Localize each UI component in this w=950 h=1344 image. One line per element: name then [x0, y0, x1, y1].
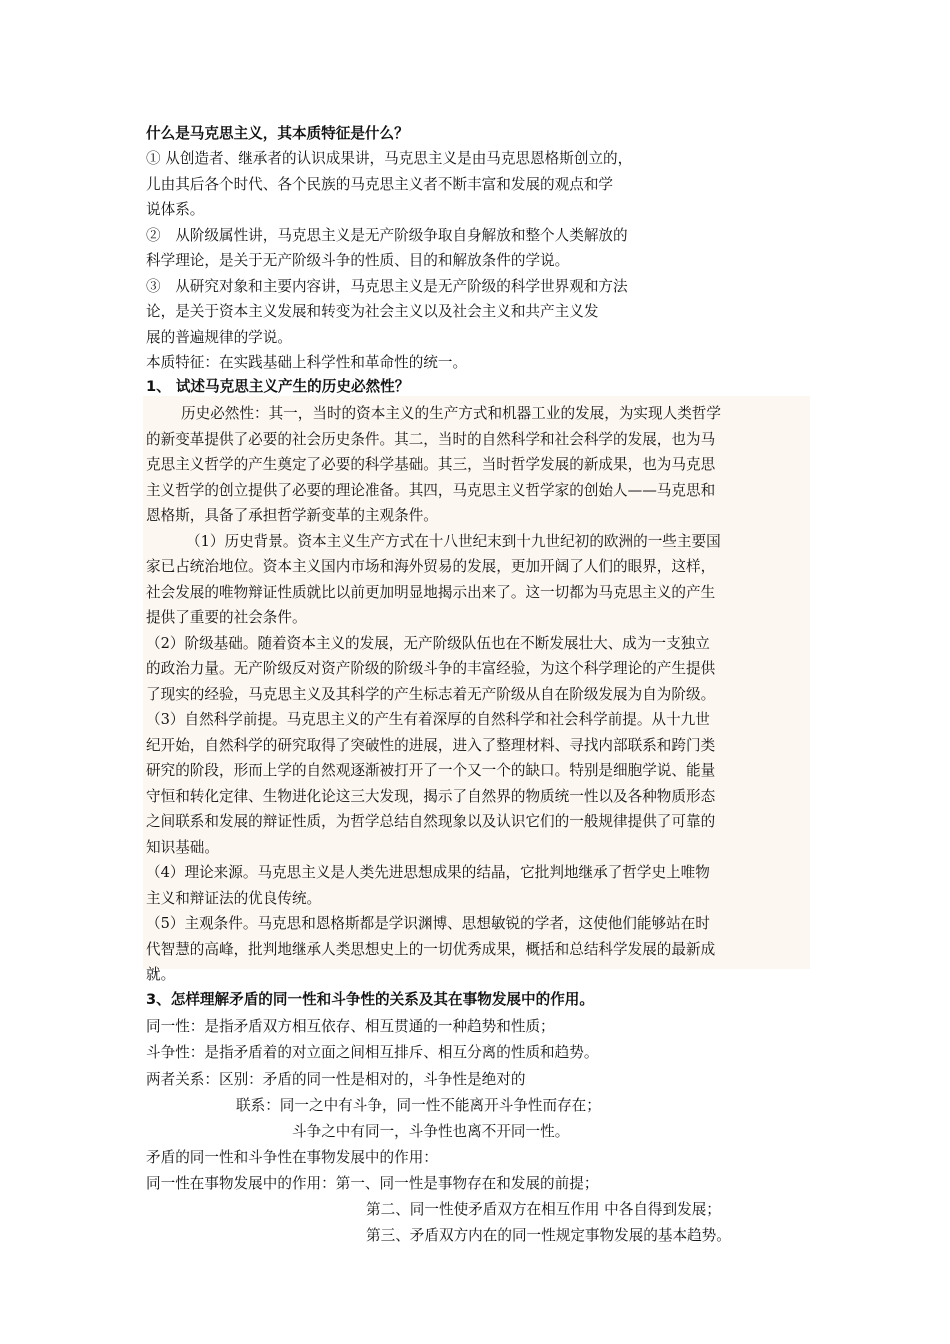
text-line: 了现实的经验，马克思主义及其科学的产生标志着无产阶级从自在阶级发展为自为阶级。 — [146, 686, 716, 703]
text-line: ② 从阶级属性讲，马克思主义是无产阶级争取自身解放和整个人类解放的 — [146, 227, 628, 244]
text-line: 守恒和转化定律、生物进化论这三大发现，揭示了自然界的物质统一性以及各种物质形态 — [146, 788, 716, 805]
text-line: 科学理论，是关于无产阶级斗争的性质、目的和解放条件的学说。 — [146, 252, 570, 269]
text-line: 恩格斯，具备了承担哲学新变革的主观条件。 — [146, 507, 438, 524]
text-line: 两者关系：区别：矛盾的同一性是相对的，斗争性是绝对的 — [146, 1071, 526, 1088]
text-line: 之间联系和发展的辩证性质，为哲学总结自然现象以及认识它们的一般规律提供了可靠的 — [146, 813, 716, 830]
text-line: 的新变革提供了必要的社会历史条件。其二，当时的自然科学和社会科学的发展，也为马 — [146, 431, 716, 448]
text-line: 矛盾的同一性和斗争性在事物发展中的作用： — [146, 1149, 438, 1166]
text-line: 同一性：是指矛盾双方相互依存、相互贯通的一种趋势和性质； — [146, 1018, 555, 1035]
text-line: 斗争之中有同一，斗争性也离不开同一性。 — [292, 1123, 570, 1140]
text-line: 斗争性：是指矛盾着的对立面之间相互排斥、相互分离的性质和趋势。 — [146, 1044, 599, 1061]
text-line: 的政治力量。无产阶级反对资产阶级的阶级斗争的丰富经验，为这个科学理论的产生提供 — [146, 660, 716, 677]
text-line: 就。 — [146, 966, 176, 983]
question-heading-1: 什么是马克思主义，其本质特征是什么？ — [146, 125, 409, 142]
text-line: 纪开始，自然科学的研究取得了突破性的进展，进入了整理材料、寻找内部联系和跨门类 — [146, 737, 716, 754]
text-line: 儿由其后各个时代、各个民族的马克思主义者不断丰富和发展的观点和学 — [146, 176, 614, 193]
text-line: 社会发展的唯物辩证性质就比以前更加明显地揭示出来了。这一切都为马克思主义的产生 — [146, 584, 716, 601]
text-line: 知识基础。 — [146, 839, 219, 856]
text-line: （2）阶级基础。随着资本主义的发展，无产阶级队伍也在不断发展壮大、成为一支独立 — [146, 635, 710, 652]
text-line: 第二、同一性使矛盾双方在相互作用 中各自得到发展； — [366, 1201, 721, 1218]
text-line: 克思主义哲学的产生奠定了必要的科学基础。其三，当时哲学发展的新成果，也为马克思 — [146, 456, 716, 473]
text-line: （4）理论来源。马克思主义是人类先进思想成果的结晶，它批判地继承了哲学史上唯物 — [146, 864, 710, 881]
text-line: 论，是关于资本主义发展和转变为社会主义以及社会主义和共产主义发 — [146, 303, 599, 320]
question-heading-2: 1、 试述马克思主义产生的历史必然性？ — [146, 378, 410, 395]
text-line: 家已占统治地位。资本主义国内市场和海外贸易的发展，更加开阔了人们的眼界，这样， — [146, 558, 716, 575]
text-line: 说体系。 — [146, 201, 205, 218]
text-line: （1）历史背景。资本主义生产方式在十八世纪末到十九世纪初的欧洲的一些主要国 — [186, 533, 721, 550]
text-line: 主义和辩证法的优良传统。 — [146, 890, 322, 907]
text-line: 主义哲学的创立提供了必要的理论准备。其四，马克思主义哲学家的创始人——马克思和 — [146, 482, 716, 499]
text-line: 同一性在事物发展中的作用：第一、同一性是事物存在和发展的前提； — [146, 1175, 599, 1192]
text-line: 第三、矛盾双方内在的同一性规定事物发展的基本趋势。 — [366, 1227, 731, 1244]
text-line: （3）自然科学前提。马克思主义的产生有着深厚的自然科学和社会科学前提。从十九世 — [146, 711, 710, 728]
text-line: 本质特征：在实践基础上科学性和革命性的统一。 — [146, 354, 468, 371]
text-line: 提供了重要的社会条件。 — [146, 609, 307, 626]
text-line: ③ 从研究对象和主要内容讲，马克思主义是无产阶级的科学世界观和方法 — [146, 278, 628, 295]
text-line: ① 从创造者、继承者的认识成果讲，马克思主义是由马克思恩格斯创立的， — [146, 150, 633, 167]
text-line: 历史必然性：其一，当时的资本主义的生产方式和机器工业的发展，为实现人类哲学 — [181, 405, 721, 422]
text-line: 研究的阶段，形而上学的自然观逐渐被打开了一个又一个的缺口。特别是细胞学说、能量 — [146, 762, 716, 779]
text-line: 联系：同一之中有斗争，同一性不能离开斗争性而存在； — [236, 1097, 601, 1114]
question-heading-3: 3、怎样理解矛盾的同一性和斗争性的关系及其在事物发展中的作用。 — [146, 991, 594, 1008]
text-line: 展的普遍规律的学说。 — [146, 329, 292, 346]
text-line: （5）主观条件。马克思和恩格斯都是学识渊博、思想敏锐的学者，这使他们能够站在时 — [146, 915, 710, 932]
text-line: 代智慧的高峰，批判地继承人类思想史上的一切优秀成果，概括和总结科学发展的最新成 — [146, 941, 716, 958]
